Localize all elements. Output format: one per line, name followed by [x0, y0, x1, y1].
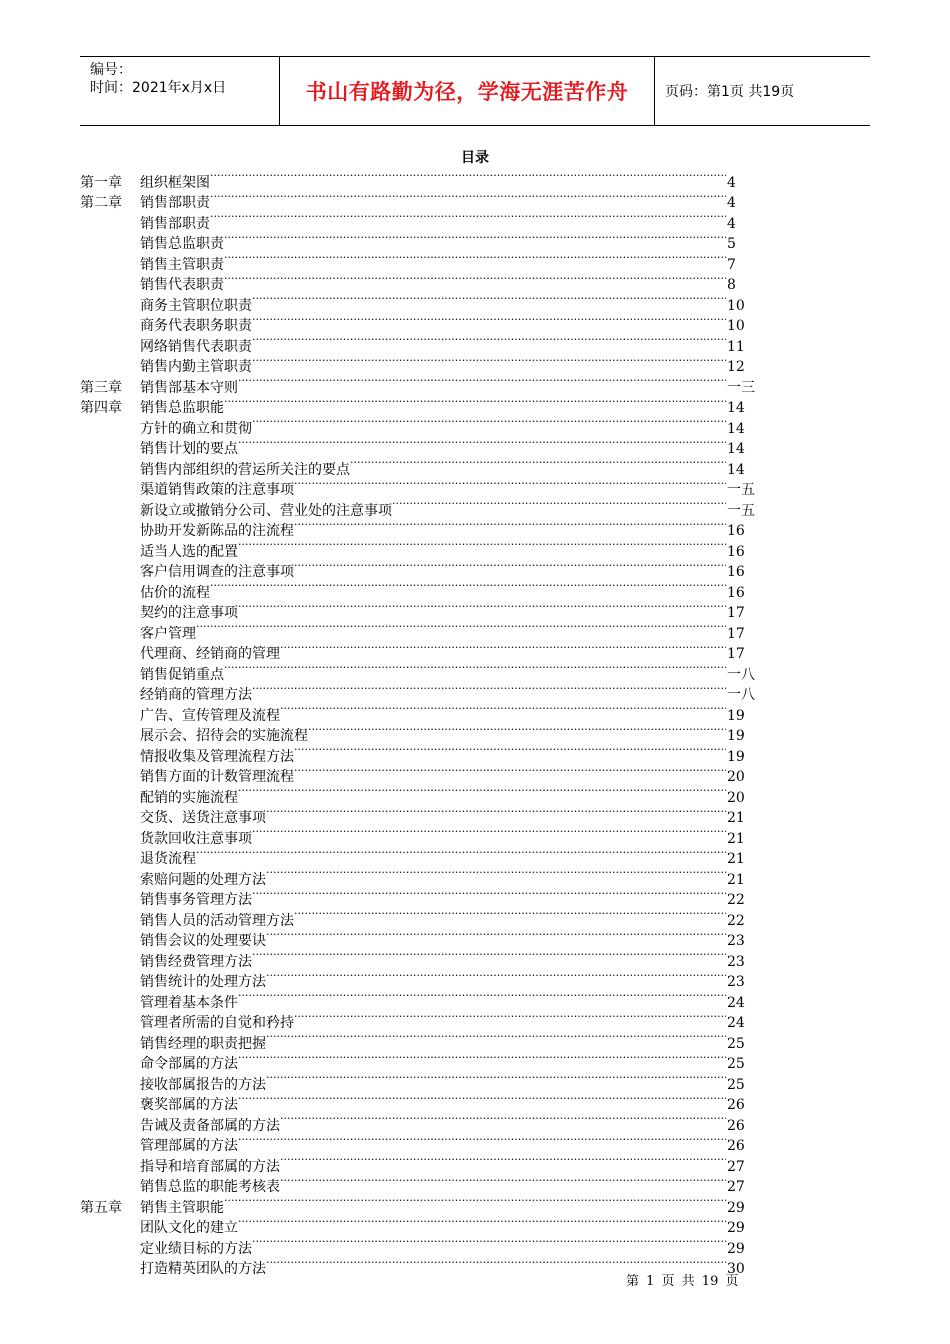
toc-page-number: 19	[727, 707, 745, 724]
toc-page-number: 一八	[727, 666, 755, 683]
toc-dot-leader	[280, 1171, 726, 1192]
toc-entry-title: 销售人员的活动管理方法	[140, 912, 294, 929]
toc-entry-title: 销售经费管理方法	[140, 953, 252, 970]
toc-page-number: 19	[727, 748, 745, 765]
toc-entry-title: 交货、送货注意事项	[140, 810, 266, 826]
toc-entry-title: 销售总监的职能考核表	[140, 1179, 280, 1195]
toc-entry-title: 团队文化的建立	[140, 1220, 238, 1236]
toc-entry-title: 销售部基本守则	[140, 379, 238, 396]
toc-entry-title: 销售内勤主管职责	[140, 359, 252, 375]
toc-entry-title: 客户管理	[140, 625, 196, 642]
toc-dot-leader	[252, 884, 726, 905]
toc-entry-title: 销售统计的处理方法	[140, 974, 266, 990]
toc-dot-leader	[224, 392, 726, 413]
toc-entry-title: 货款回收注意事项	[140, 830, 252, 847]
toc-entry-title: 情报收集及管理流程方法	[140, 748, 294, 765]
toc-chapter-label: 第三章	[80, 379, 122, 396]
toc-page-number: 8	[727, 277, 736, 293]
toc-dot-leader	[252, 679, 726, 700]
header-motto: 书山有路勤为径，学海无涯苦作舟	[280, 57, 655, 125]
toc-page-number: 10	[727, 297, 745, 314]
toc-page-number: 14	[727, 420, 745, 437]
toc-dot-leader	[294, 740, 726, 761]
toc-entry-title: 销售内部组织的营运所关注的要点	[140, 461, 350, 478]
toc-dot-leader	[210, 166, 726, 187]
toc-entry-title: 告诫及责备部属的方法	[140, 1117, 280, 1134]
toc-dot-leader	[210, 207, 726, 228]
toc-dot-leader	[266, 863, 726, 884]
toc-dot-leader	[238, 535, 726, 556]
toc-page-number: 一五	[727, 482, 755, 498]
toc-chapter-label: 第四章	[80, 400, 122, 416]
toc-chapter-label: 第二章	[80, 195, 122, 211]
toc-entry-title: 索赔问题的处理方法	[140, 871, 266, 888]
toc-entry-title: 渠道销售政策的注意事项	[140, 482, 294, 498]
toc-dot-leader	[238, 597, 726, 618]
toc-entry-title: 估价的流程	[140, 584, 210, 601]
toc-page-number: 一八	[727, 687, 755, 703]
document-number-label: 编号：	[90, 62, 132, 78]
toc-page-number: 12	[727, 359, 745, 375]
toc-page-number: 一五	[727, 502, 755, 519]
toc-page-number: 17	[727, 625, 745, 642]
toc-entry-title: 协助开发新陈品的注流程	[140, 523, 294, 539]
toc-page-number: 16	[727, 523, 745, 539]
toc-entry-title: 销售促销重点	[140, 666, 224, 683]
toc-dot-leader	[280, 699, 726, 720]
toc-dot-leader	[266, 802, 726, 823]
toc-page-number: 21	[727, 810, 745, 826]
toc-entry-title: 销售经理的职责把握	[140, 1035, 266, 1052]
toc-entry-title: 销售总监职责	[140, 236, 224, 252]
toc-page-number: 25	[727, 1076, 745, 1093]
toc-entry-title: 销售会议的处理要诀	[140, 933, 266, 949]
toc-page-number: 21	[727, 871, 745, 888]
page-header	[80, 56, 870, 126]
toc-dot-leader	[266, 925, 726, 946]
toc-entry[interactable]	[80, 166, 760, 191]
toc-dot-leader	[252, 310, 726, 331]
toc-dot-leader	[238, 986, 726, 1007]
toc-dot-leader	[238, 433, 726, 454]
toc-page-number: 22	[727, 892, 745, 908]
header-info	[80, 57, 280, 125]
toc-page-number: 29	[727, 1240, 745, 1257]
toc-page-number: 16	[727, 564, 745, 580]
toc-dot-leader	[266, 1068, 726, 1089]
toc-entry-title: 广告、宣传管理及流程	[140, 707, 280, 724]
toc-page-number: 16	[727, 543, 745, 560]
toc-entry-title: 管理部属的方法	[140, 1138, 238, 1154]
toc-page-number: 11	[727, 338, 745, 355]
toc-dot-leader	[224, 248, 726, 269]
toc-dot-leader	[280, 1150, 726, 1171]
document-time-label: 时间：2021年x月x日	[90, 80, 227, 96]
toc-page-number: 14	[727, 461, 745, 478]
toc-entry-title: 接收部属报告的方法	[140, 1076, 266, 1093]
toc-dot-leader	[350, 453, 726, 474]
toc-page-number: 4	[727, 195, 736, 211]
toc-entry-title: 定业绩目标的方法	[140, 1240, 252, 1257]
toc-dot-leader	[308, 720, 726, 741]
toc-entry-title: 契约的注意事项	[140, 605, 238, 621]
toc-page-number: 5	[727, 236, 736, 252]
toc-entry-title: 管理着基本条件	[140, 994, 238, 1011]
toc-page-number: 14	[727, 441, 745, 457]
toc-page-number: 24	[727, 1015, 745, 1031]
toc-dot-leader	[252, 351, 726, 372]
toc-dot-leader	[196, 617, 726, 638]
toc-page-number: 17	[727, 646, 745, 662]
toc-dot-leader	[252, 289, 726, 310]
toc-page-number: 29	[727, 1220, 745, 1236]
toc-dot-leader	[210, 576, 726, 597]
toc-title: 目录	[461, 150, 489, 166]
toc-entry-title: 配销的实施流程	[140, 789, 238, 806]
toc-page-number: 25	[727, 1035, 745, 1052]
toc-dot-leader	[196, 843, 726, 864]
toc-entry-title: 命令部属的方法	[140, 1056, 238, 1072]
toc-entry-title: 销售部职责	[140, 215, 210, 232]
toc-dot-leader	[252, 822, 726, 843]
toc-page-number: 7	[727, 256, 736, 273]
toc-entry-title: 代理商、经销商的管理	[140, 646, 280, 662]
toc-dot-leader	[252, 412, 726, 433]
toc-dot-leader	[280, 638, 726, 659]
toc-page-number: 19	[727, 728, 745, 744]
toc-dot-leader	[294, 556, 726, 577]
toc-entry-title: 商务代表职务职责	[140, 318, 252, 334]
toc-page-number: 20	[727, 789, 745, 806]
toc-entry-title: 展示会、招待会的实施流程	[140, 728, 308, 744]
toc-page-number: 26	[727, 1117, 745, 1134]
toc-entry-title: 销售事务管理方法	[140, 892, 252, 908]
table-of-contents	[80, 166, 760, 1277]
toc-page-number: 4	[727, 174, 736, 191]
toc-dot-leader	[266, 966, 726, 987]
toc-page-number: 30	[727, 1261, 745, 1277]
toc-page-number: 14	[727, 400, 745, 416]
toc-dot-leader	[224, 1191, 726, 1212]
toc-dot-leader	[238, 1212, 726, 1233]
toc-entry-title: 指导和培育部属的方法	[140, 1158, 280, 1175]
toc-dot-leader	[294, 515, 726, 536]
toc-dot-leader	[224, 269, 726, 290]
toc-entry-title: 打造精英团队的方法	[140, 1261, 266, 1277]
page-footer: 第 1 页 共 19 页	[626, 1274, 739, 1289]
toc-dot-leader	[266, 1027, 726, 1048]
toc-page-number: 一三	[727, 379, 755, 396]
toc-page-number: 23	[727, 953, 745, 970]
toc-page-number: 24	[727, 994, 745, 1011]
toc-entry-title: 销售代表职责	[140, 277, 224, 293]
toc-entry-title: 销售主管职能	[140, 1199, 224, 1216]
toc-dot-leader	[238, 1089, 726, 1110]
toc-entry-title: 退货流程	[140, 851, 196, 867]
toc-dot-leader	[224, 658, 726, 679]
toc-chapter-label: 第一章	[80, 174, 122, 191]
toc-entry-title: 销售主管职责	[140, 256, 224, 273]
toc-page-number: 17	[727, 605, 745, 621]
toc-dot-leader	[294, 761, 726, 782]
toc-chapter-label: 第五章	[80, 1199, 122, 1216]
toc-entry-title: 销售计划的要点	[140, 441, 238, 457]
toc-dot-leader	[238, 1048, 726, 1069]
toc-dot-leader	[224, 228, 726, 249]
header-page-number: 页码：第1页 共19页	[665, 84, 795, 100]
toc-page-number: 16	[727, 584, 745, 601]
toc-entry-title: 经销商的管理方法	[140, 687, 252, 703]
toc-page-number: 27	[727, 1179, 745, 1195]
toc-entry-title: 方针的确立和贯彻	[140, 420, 252, 437]
toc-dot-leader	[252, 330, 726, 351]
toc-entry-title: 销售总监职能	[140, 400, 224, 416]
toc-entry-title: 商务主管职位职责	[140, 297, 252, 314]
toc-page-number: 23	[727, 933, 745, 949]
toc-page-number: 26	[727, 1138, 745, 1154]
toc-dot-leader	[210, 187, 726, 208]
toc-entry-title: 管理者所需的自觉和矜持	[140, 1015, 294, 1031]
toc-page-number: 20	[727, 769, 745, 785]
toc-dot-leader	[238, 371, 726, 392]
toc-dot-leader	[238, 1130, 726, 1151]
toc-page-number: 22	[727, 912, 745, 929]
toc-dot-leader	[252, 945, 726, 966]
toc-entry-title: 销售部职责	[140, 195, 210, 211]
toc-page-number: 21	[727, 851, 745, 867]
toc-page-number: 27	[727, 1158, 745, 1175]
toc-entry-title: 客户信用调查的注意事项	[140, 564, 294, 580]
toc-dot-leader	[294, 904, 726, 925]
toc-dot-leader	[294, 474, 726, 495]
toc-dot-leader	[392, 494, 726, 515]
toc-dot-leader	[238, 781, 726, 802]
toc-entry-title: 组织框架图	[140, 174, 210, 191]
toc-page-number: 10	[727, 318, 745, 334]
toc-entry-title: 适当人选的配置	[140, 543, 238, 560]
toc-entry-title: 销售方面的计数管理流程	[140, 769, 294, 785]
toc-entry-title: 褒奖部属的方法	[140, 1097, 238, 1113]
toc-dot-leader	[252, 1232, 726, 1253]
toc-dot-leader	[294, 1007, 726, 1028]
toc-page-number: 4	[727, 215, 736, 232]
toc-page-number: 21	[727, 830, 745, 847]
toc-page-number: 25	[727, 1056, 745, 1072]
toc-page-number: 23	[727, 974, 745, 990]
toc-page-number: 26	[727, 1097, 745, 1113]
toc-page-number: 29	[727, 1199, 745, 1216]
toc-entry-title: 新设立或撤销分公司、营业处的注意事项	[140, 502, 392, 519]
toc-entry-title: 网络销售代表职责	[140, 338, 252, 355]
toc-dot-leader	[280, 1109, 726, 1130]
